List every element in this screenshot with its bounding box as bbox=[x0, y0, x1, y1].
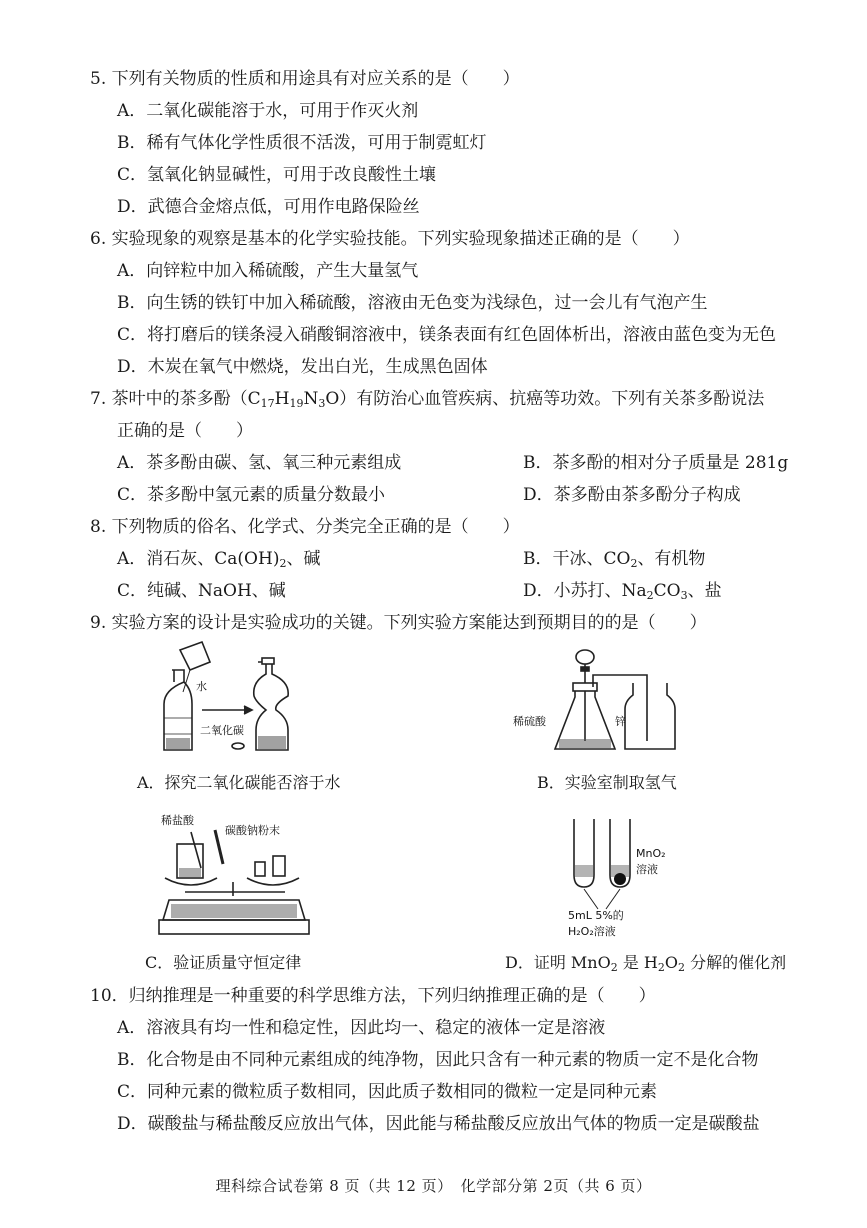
figure-b-label-zinc: 锌 bbox=[615, 715, 626, 728]
figure-d-label-solution: 溶液 bbox=[636, 863, 658, 876]
question-6-option-a: A．向锌粒中加入稀硫酸，产生大量氢气 bbox=[117, 261, 419, 281]
figure-c-balance bbox=[155, 812, 325, 942]
question-5-option-c: C．氢氧化钠显碱性，可用于改良酸性土壤 bbox=[117, 165, 437, 185]
question-7-option-a: A．茶多酚由碳、氢、氧三种元素组成 bbox=[117, 453, 402, 473]
question-5-stem: 5. 下列有关物质的性质和用途具有对应关系的是（ ） bbox=[90, 69, 520, 89]
question-10-stem: 10．归纳推理是一种重要的科学思维方法，下列归纳推理正确的是（ ） bbox=[90, 986, 656, 1006]
figure-b-hydrogen-apparatus bbox=[505, 645, 685, 760]
question-10-option-b: B．化合物是由不同种元素组成的纯净物，因此只含有一种元素的物质一定不是化合物 bbox=[117, 1050, 759, 1070]
question-8-option-a: A．消石灰、$Ca(OH)_2$、碱 bbox=[117, 549, 321, 570]
question-6-option-c: C．将打磨后的镁条浸入硝酸铜溶液中，镁条表面有红色固体析出，溶液由蓝色变为无色 bbox=[117, 325, 777, 345]
question-8-option-c: C．纯碱、NaOH、碱 bbox=[117, 581, 286, 601]
question-6-option-b: B．向生锈的铁钉中加入稀硫酸，溶液由无色变为浅绿色，过一会儿有气泡产生 bbox=[117, 293, 708, 313]
question-8-stem: 8. 下列物质的俗名、化学式、分类完全正确的是（ ） bbox=[90, 517, 520, 537]
figure-c-label-powder: 碳酸钠粉末 bbox=[225, 824, 280, 837]
question-8-option-d: D．小苏打、$Na_2CO_3$、盐 bbox=[523, 581, 722, 602]
question-7-stem: 7. 茶叶中的茶多酚$(C_{17}H_{19}N_3O)$有防治心血管疾病、抗癌等功效。下列有关茶多酚说法 bbox=[90, 389, 765, 410]
figure-c-caption: C．验证质量守恒定律 bbox=[145, 953, 302, 972]
figure-a-co2-bottle bbox=[150, 640, 320, 760]
figure-d-label-h2o2: H₂O₂溶液 bbox=[568, 925, 616, 938]
figure-b-label-acid: 稀硫酸 bbox=[513, 715, 546, 728]
figure-b-caption: B．实验室制取氢气 bbox=[537, 773, 677, 792]
question-5-option-b: B．稀有气体化学性质很不活泼，可用于制霓虹灯 bbox=[117, 133, 487, 153]
question-5-option-a: A．二氧化碳能溶于水，可用于作灭火剂 bbox=[117, 101, 419, 121]
figure-a-label-co2: 二氧化碳 bbox=[200, 724, 244, 737]
question-10-option-c: C．同种元素的微粒质子数相同，因此质子数相同的微粒一定是同种元素 bbox=[117, 1082, 658, 1102]
question-10-option-a: A．溶液具有均一性和稳定性，因此均一、稳定的液体一定是溶液 bbox=[117, 1018, 606, 1038]
page-footer: 理科综合试卷第 8 页（共 12 页） 化学部分第 2页（共 6 页） bbox=[215, 1177, 652, 1195]
question-7-option-b: B．茶多酚的相对分子质量是 281g bbox=[523, 453, 789, 473]
question-10-option-d: D．碳酸盐与稀盐酸反应放出气体，因此能与稀盐酸反应放出气体的物质一定是碳酸盐 bbox=[117, 1114, 760, 1134]
figure-d-test-tubes bbox=[560, 815, 690, 945]
figure-c-label-acid: 稀盐酸 bbox=[161, 814, 194, 827]
question-6-option-d: D．木炭在氧气中燃烧，发出白光，生成黑色固体 bbox=[117, 357, 488, 377]
figure-a-label-water: 水 bbox=[196, 680, 207, 693]
question-5-option-d: D．武德合金熔点低，可用作电路保险丝 bbox=[117, 197, 420, 217]
question-7-stem-line2: 正确的是（ ） bbox=[117, 421, 253, 441]
figure-a-caption: A．探究二氧化碳能否溶于水 bbox=[137, 773, 341, 792]
figure-d-label-mno2: MnO₂ bbox=[636, 847, 666, 860]
question-7-option-c: C．茶多酚中氢元素的质量分数最小 bbox=[117, 485, 386, 505]
question-6-stem: 6. 实验现象的观察是基本的化学实验技能。下列实验现象描述正确的是（ ） bbox=[90, 229, 690, 249]
question-9-stem: 9. 实验方案的设计是实验成功的关键。下列实验方案能达到预期目的的是（ ） bbox=[90, 613, 707, 633]
question-8-option-b: B．干冰、$CO_2$、有机物 bbox=[523, 549, 706, 570]
figure-d-caption: D．证明 MnO$_2$ 是 $H_2O_2$ 分解的催化剂 bbox=[505, 953, 787, 974]
question-7-option-d: D．茶多酚由茶多酚分子构成 bbox=[523, 485, 741, 505]
figure-d-label-5ml: 5mL 5%的 bbox=[568, 909, 624, 922]
